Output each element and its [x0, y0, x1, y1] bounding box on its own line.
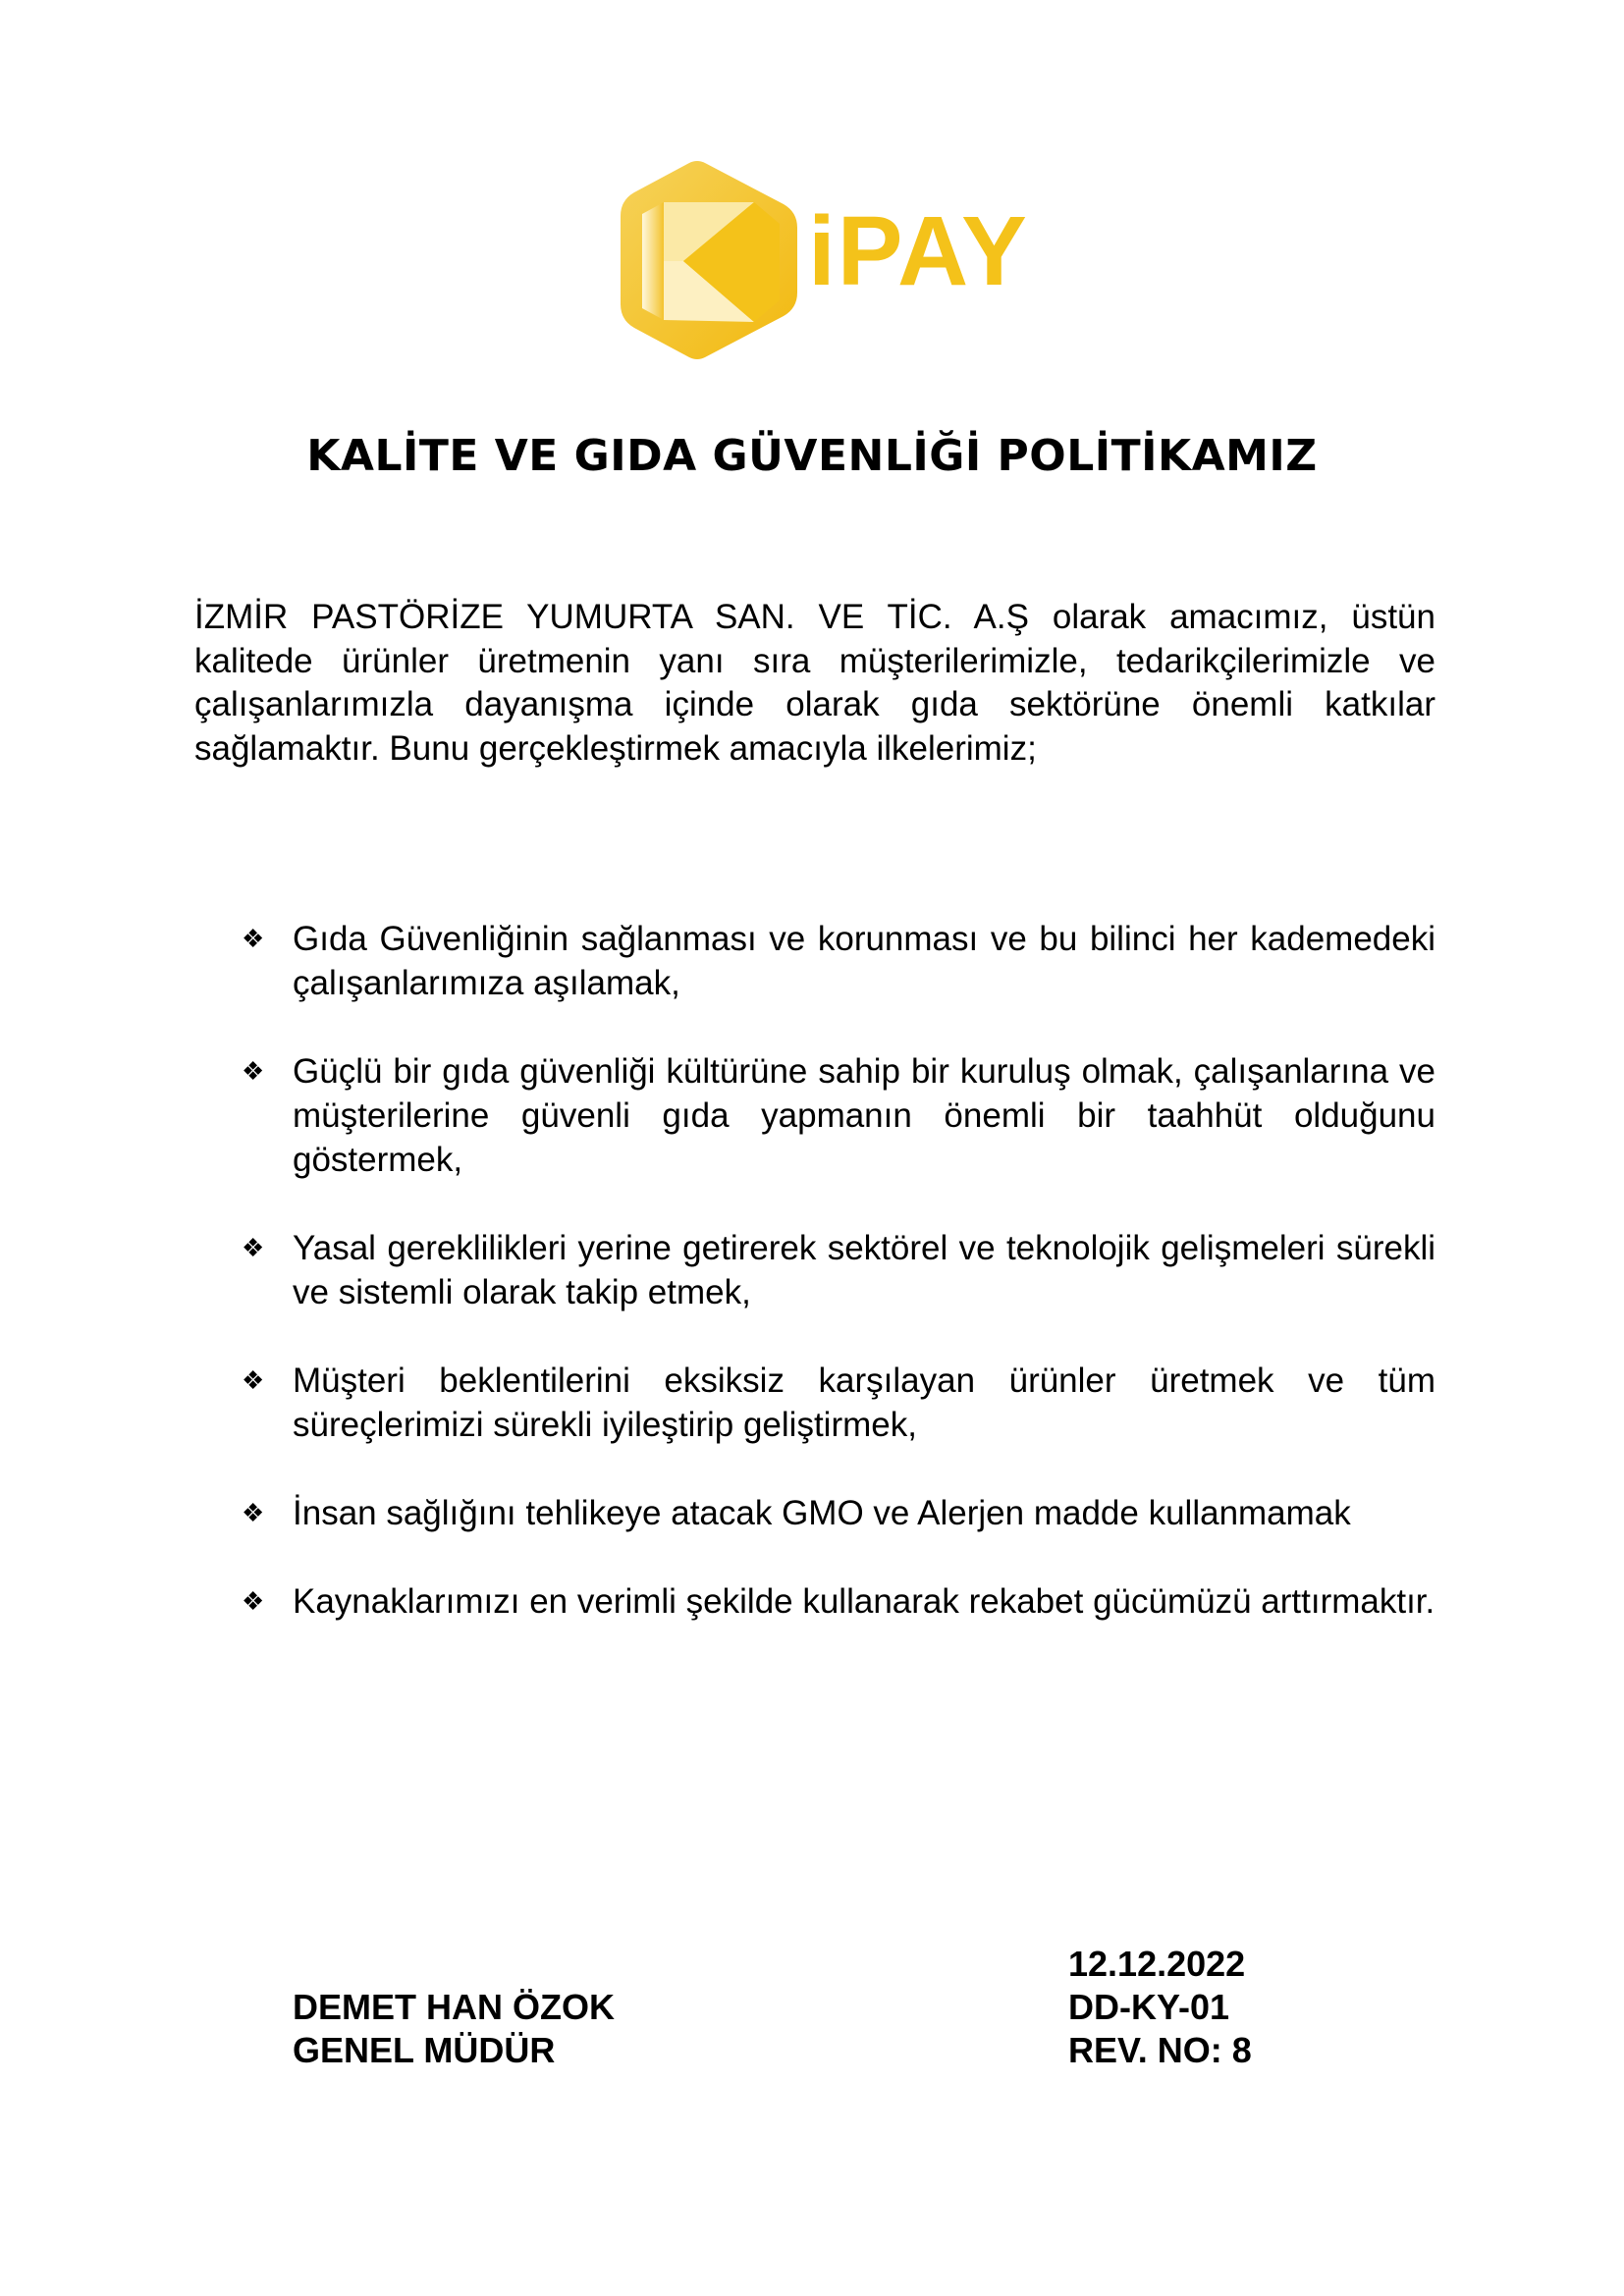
signature-block — [293, 1986, 615, 2072]
principle-text: Müşteri beklentilerini eksiksiz karşılayan ürünler üretmek ve tüm süreçlerimizi sürekli iyileştirip geliştirmek, — [293, 1362, 1435, 1444]
company-logo — [607, 155, 1029, 366]
principle-item — [242, 1579, 1435, 1624]
diamond-bullet-icon: ❖ — [242, 924, 265, 953]
diamond-bullet-icon: ❖ — [242, 1586, 265, 1616]
principle-text: Gıda Güvenliğinin sağlanması ve korunması ve bu bilinci her kademedeki çalışanlarımıza aşılamak, — [293, 920, 1435, 1002]
principle-item — [242, 1049, 1435, 1182]
principle-text: Kaynaklarımızı en verimli şekilde kullanarak rekabet gücümüzü arttırmaktır. — [293, 1582, 1435, 1621]
diamond-bullet-icon: ❖ — [242, 1365, 265, 1395]
signatory-name: DEMET HAN ÖZOK — [293, 1987, 615, 2027]
document-info-block — [1068, 1943, 1252, 2072]
diamond-bullet-icon: ❖ — [242, 1233, 265, 1262]
principle-item — [242, 1359, 1435, 1447]
principle-text: İnsan sağlığını tehlikeye atacak GMO ve Alerjen madde kullanmamak — [293, 1494, 1351, 1532]
principle-text: Güçlü bir gıda güvenliği kültürüne sahip bir kuruluş olmak, çalışanlarına ve müşterilerine güvenli gıda yapmanın önemli bir taahhüt olduğunu göstermek, — [293, 1052, 1435, 1179]
diamond-bullet-icon: ❖ — [242, 1056, 265, 1086]
principle-item — [242, 917, 1435, 1005]
principles-list — [242, 917, 1435, 1668]
principle-item — [242, 1226, 1435, 1314]
page-title: KALİTE VE GIDA GÜVENLİĞİ POLİTİKAMIZ — [306, 431, 1318, 481]
logo-wordmark: iPAY — [808, 196, 1029, 306]
principle-text: Yasal gereklilikleri yerine getirerek sektörel ve teknolojik gelişmeleri sürekli ve sistemli olarak takip etmek, — [293, 1229, 1435, 1311]
signatory-role: GENEL MÜDÜR — [293, 2030, 556, 2070]
principle-item — [242, 1491, 1435, 1535]
revision-number: REV. NO: 8 — [1068, 2030, 1252, 2070]
document-code: DD-KY-01 — [1068, 1987, 1230, 2027]
diamond-bullet-icon: ❖ — [242, 1498, 265, 1527]
hexagon-k-logo-icon — [607, 155, 803, 366]
document-date: 12.12.2022 — [1068, 1944, 1246, 1984]
intro-paragraph: İZMİR PASTÖRİZE YUMURTA SAN. VE TİC. A.Ş olarak amacımız, üstün kalitede ürünler üretmenin yanı sıra müşterilerimizle, tedarikçilerimizle ve çalışanlarımızla dayanışma içinde olarak gıda sektörüne önemli katkılar sağlamaktır. Bunu gerçekleştirmek amacıyla ilkelerimiz; — [194, 598, 1435, 768]
